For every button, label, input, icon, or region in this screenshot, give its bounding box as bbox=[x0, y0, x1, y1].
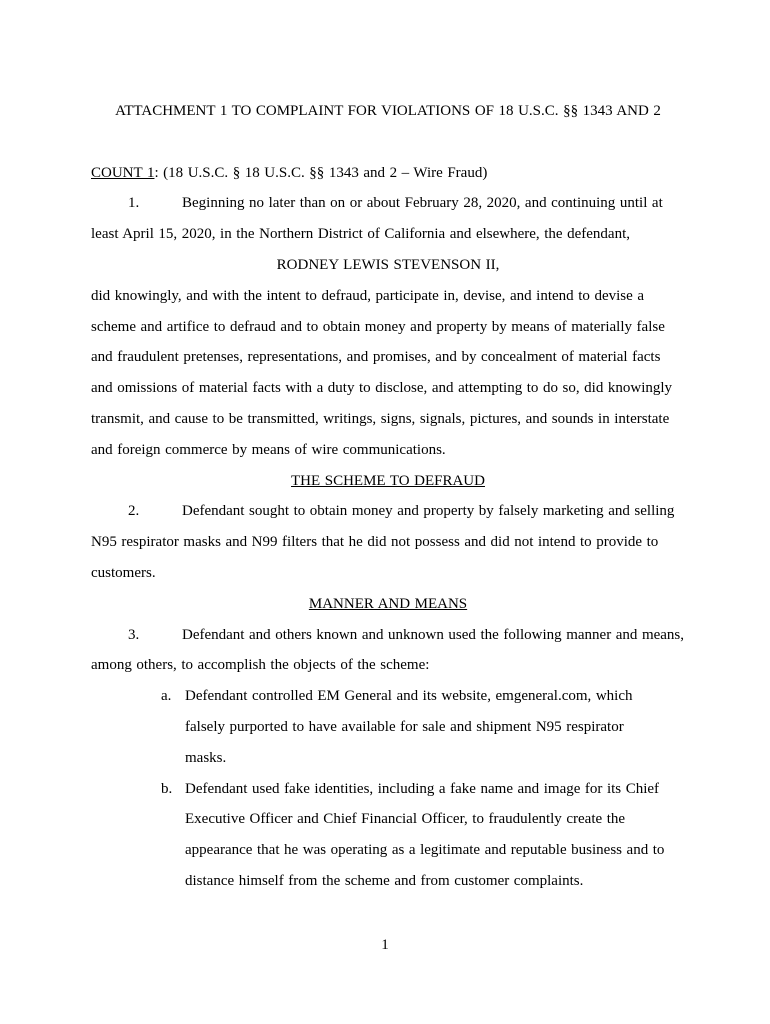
paragraph-line: among others, to accomplish the objects of the scheme: bbox=[91, 657, 430, 674]
list-item-line: appearance that he was operating as a legitimate and reputable business and to bbox=[185, 842, 665, 859]
count-heading: COUNT 1: (18 U.S.C. § 18 U.S.C. §§ 1343 and 2 – Wire Fraud) bbox=[91, 164, 488, 181]
section-heading: THE SCHEME TO DEFRAUD bbox=[291, 472, 485, 489]
list-item-line: distance himself from the scheme and from customer complaints. bbox=[185, 872, 584, 889]
paragraph-line: and omissions of material facts with a duty to disclose, and attempting to do so, did knowingly bbox=[91, 380, 673, 397]
defendant-name: RODNEY LEWIS STEVENSON II, bbox=[276, 256, 500, 273]
list-item-first-line: a. Defendant controlled EM General and its website, emgeneral.com, which bbox=[161, 688, 633, 705]
paragraph-line: and foreign commerce by means of wire communications. bbox=[91, 441, 446, 458]
blank-line bbox=[91, 127, 685, 158]
page-title: ATTACHMENT 1 TO COMPLAINT FOR VIOLATIONS OF 18 U.S.C. §§ 1343 AND 2 bbox=[115, 103, 661, 119]
document-body bbox=[91, 96, 685, 897]
paragraph-first-line: 3. Defendant and others known and unknown used the following manner and means, bbox=[128, 626, 685, 643]
paragraph-first-line: 2. Defendant sought to obtain money and property by falsely marketing and selling bbox=[128, 503, 675, 520]
paragraph-line: customers. bbox=[91, 564, 156, 581]
list-item-line: Executive Officer and Chief Financial Officer, to fraudulently create the bbox=[185, 811, 626, 828]
paragraph-line: scheme and artifice to defraud and to obtain money and property by means of materially false bbox=[91, 318, 665, 335]
paragraph-first-line: 1. Beginning no later than on or about February 28, 2020, and continuing until at bbox=[128, 195, 663, 212]
paragraph-line: transmit, and cause to be transmitted, writings, signs, signals, pictures, and sounds in interstate bbox=[91, 410, 670, 427]
list-item-line: masks. bbox=[185, 749, 227, 766]
paragraph-line: N95 respirator masks and N99 filters that he did not possess and did not intend to provide to bbox=[91, 534, 659, 551]
page-number: 1 bbox=[381, 937, 389, 953]
paragraph-line: least April 15, 2020, in the Northern District of California and elsewhere, the defendant, bbox=[91, 226, 630, 243]
paragraph-line: and fraudulent pretenses, representations, and promises, and by concealment of material facts bbox=[91, 349, 661, 366]
paragraph-line: did knowingly, and with the intent to defraud, participate in, devise, and intend to devise a bbox=[91, 287, 644, 304]
list-item-first-line: b. Defendant used fake identities, including a fake name and image for its Chief bbox=[161, 780, 660, 797]
section-heading: MANNER AND MEANS bbox=[308, 595, 468, 612]
list-item-line: falsely purported to have available for sale and shipment N95 respirator bbox=[185, 718, 624, 735]
